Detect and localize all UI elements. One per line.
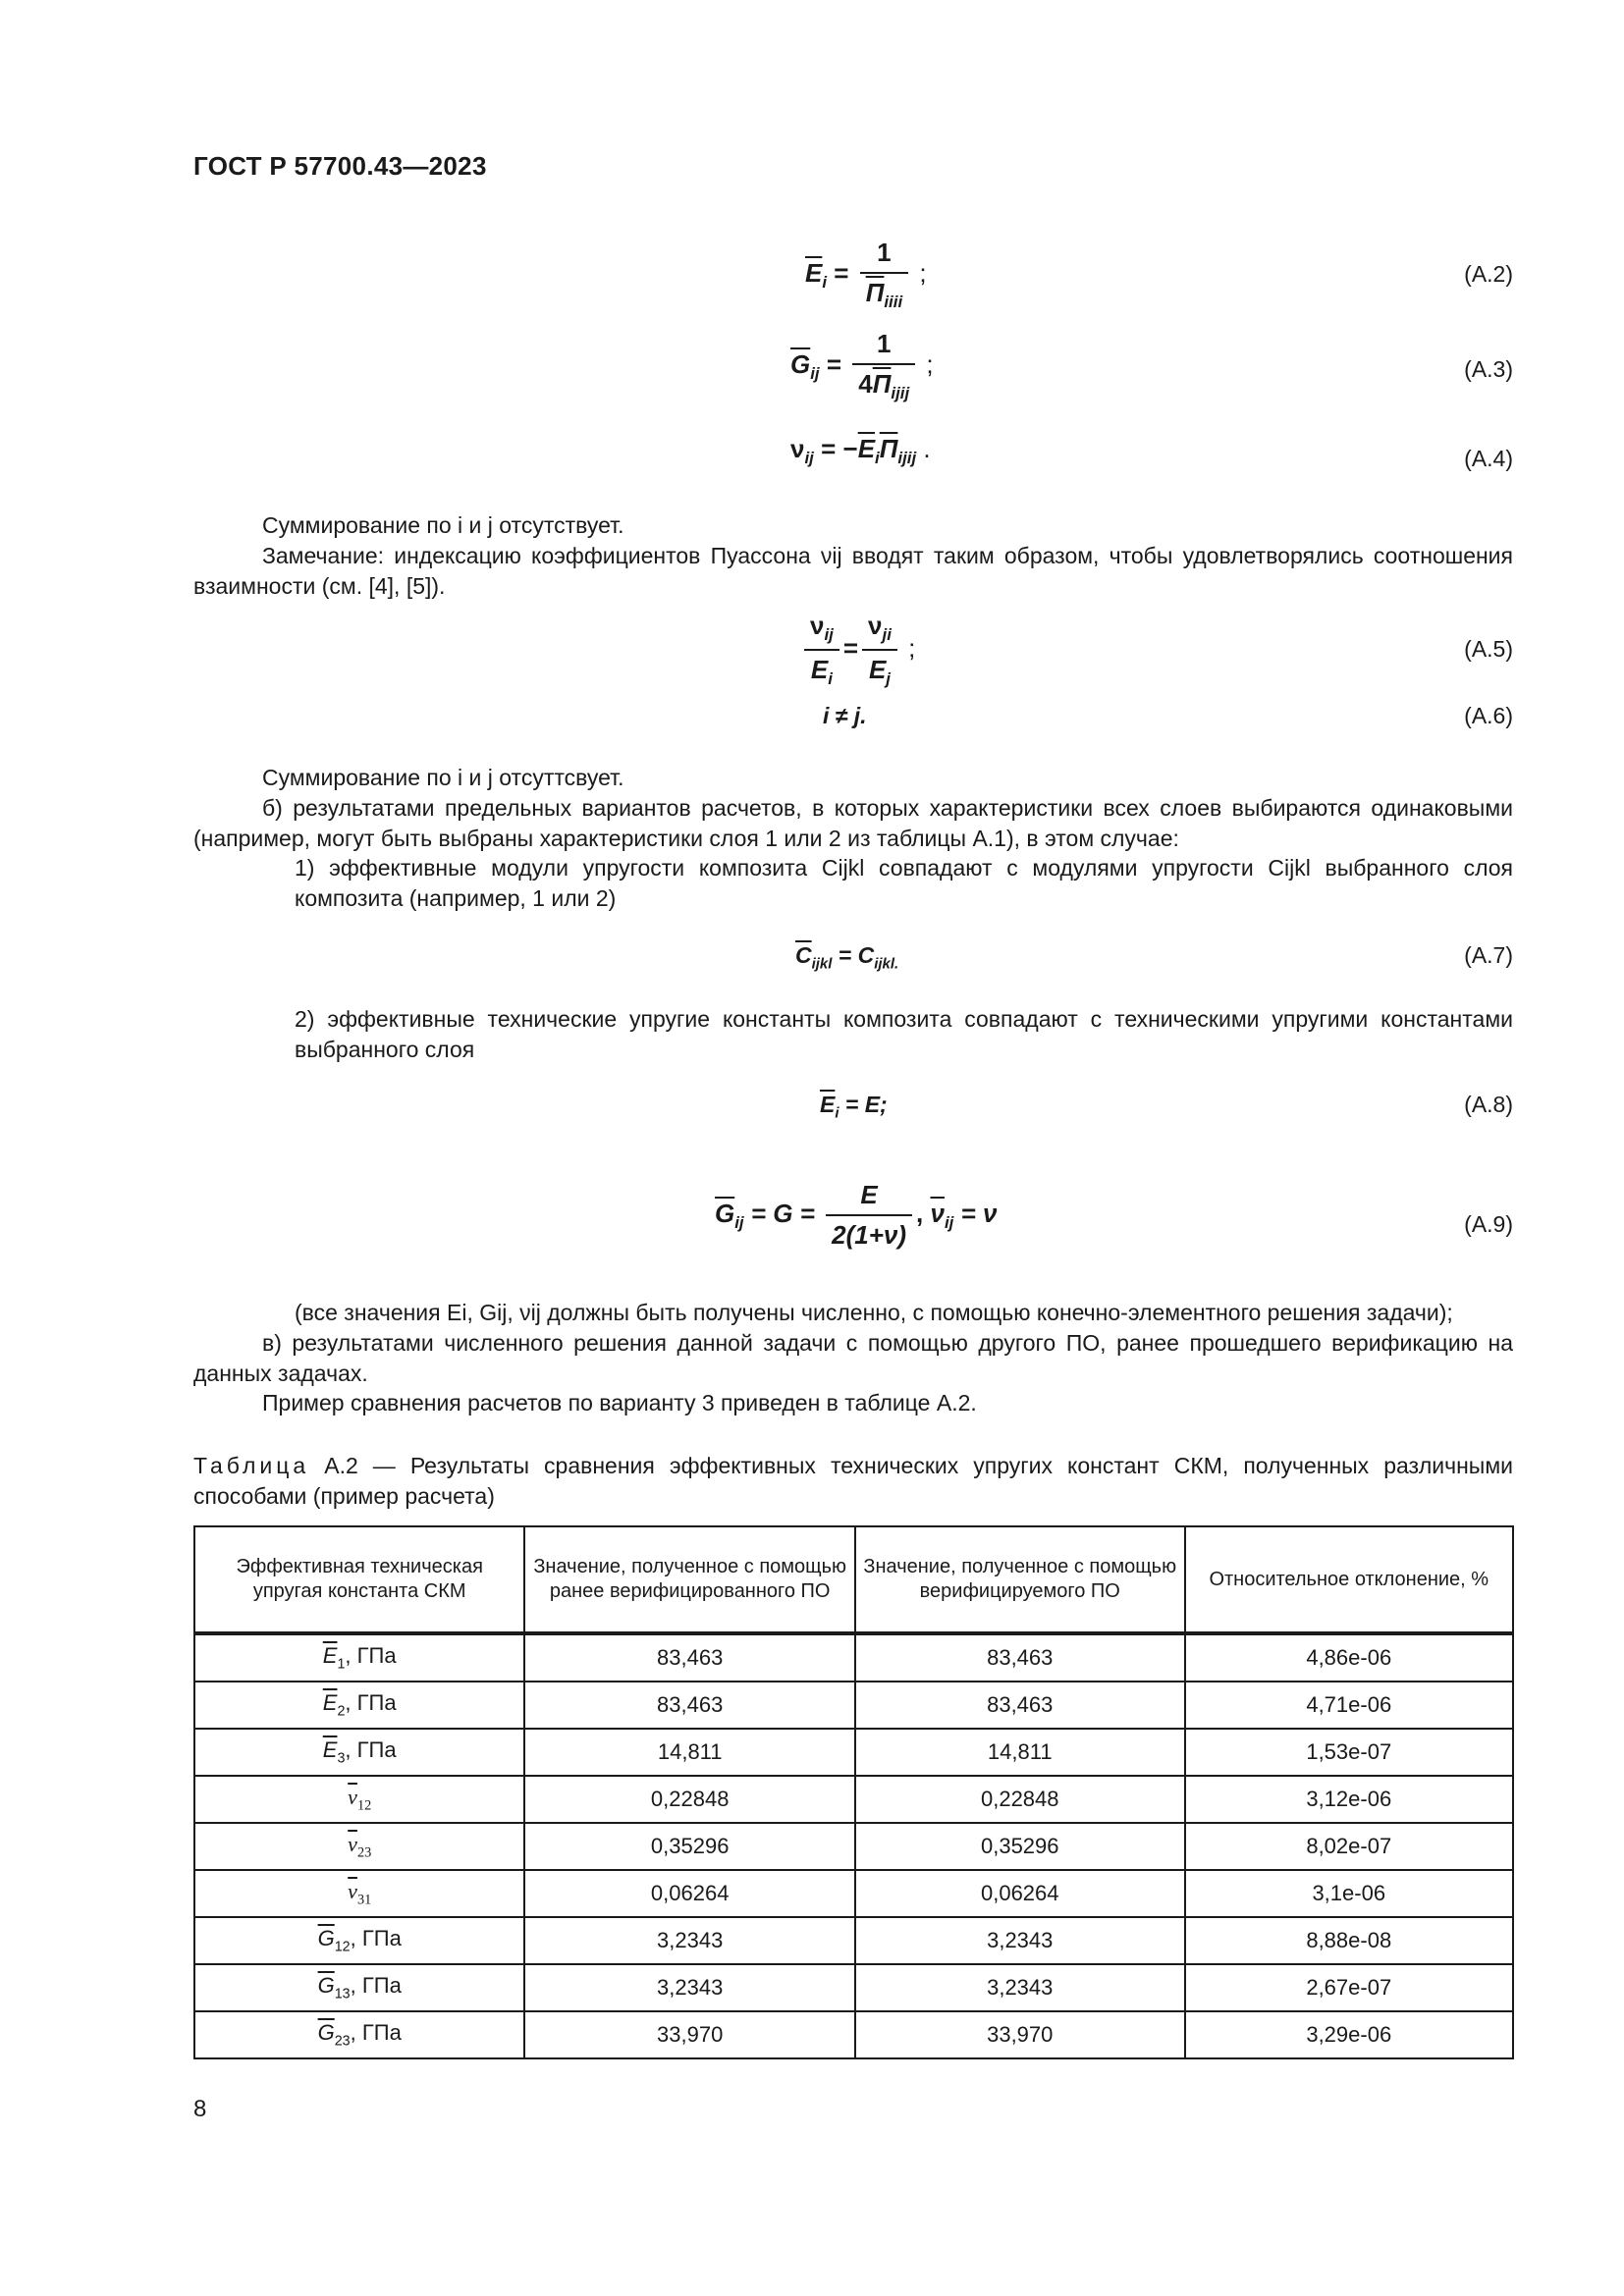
deviation-cell: 3,12e-06 — [1185, 1776, 1513, 1823]
formula-number: (A.2) — [1464, 261, 1513, 287]
table-caption: Таблица А.2 — Результаты сравнения эффективных технических упругих констант СКМ, полученных различными способами (пример расчета) — [193, 1453, 1513, 1510]
document-header: ГОСТ Р 57700.43—2023 — [193, 151, 487, 181]
formula-a5: $\frac{\nu_{ij}}{E_i}$ = $\frac{\nu_{ji}}{E_j}$ ; (A.5) — [0, 609, 1624, 677]
paragraph: б) результатами предельных вариантов расчетов, в которых характеристики всех слоев выбираются одинаковыми (например, могут быть выбраны характеристики слоя 1 или 2 из таблицы А.1), в этом случае: — [193, 795, 1513, 852]
value-cell: 33,970 — [855, 2011, 1185, 2058]
value-cell: 0,35296 — [524, 1823, 855, 1870]
formula-a3: $\overline{G}_{ij}$ = $\frac{1}{4\overline{\Pi}_{ijij}}$ ; (A.3) — [790, 329, 1513, 403]
formula-a9: $\overline{G}_{ij} = G$ = $\frac{E}{2(1+\nu)}$ , $\overline{\nu}_{ij} = \nu$ (A.9) — [715, 1180, 1513, 1251]
formula-a7: $\overline{C}_{ijkl} = C_{ijkl.}$ (A.7) — [795, 942, 1513, 973]
paragraph: в) результатами численного решения данной задачи с помощью другого ПО, ранее прошедшего верификацию на данных задачах. — [193, 1330, 1513, 1387]
results-table — [193, 1525, 1514, 2059]
constant-cell — [194, 1776, 524, 1823]
constant-cell — [194, 1917, 524, 1964]
table-row — [194, 2011, 1513, 2058]
column-header: Эффективная техническая упругая константа СКМ — [194, 1526, 524, 1633]
constant-cell — [194, 1729, 524, 1776]
constant-symbol: $\overline{G}$ — [317, 1973, 335, 1999]
constant-symbol: $\overline{\nu}$ — [348, 1832, 357, 1857]
paragraph: (все значения Ei, Gij, νij должны быть получены численно, с помощью конечно-элементного решения задачи); — [295, 1300, 1453, 1325]
table-row — [194, 1682, 1513, 1729]
constant-subscript: 12 — [334, 1939, 351, 1955]
deviation-cell: 4,71e-06 — [1185, 1682, 1513, 1729]
constant-subscript: 13 — [334, 1986, 351, 2002]
constant-unit: , ГПа — [350, 2020, 402, 2046]
constant-cell — [194, 1823, 524, 1870]
constant-cell — [194, 1870, 524, 1917]
deviation-cell: 3,1e-06 — [1185, 1870, 1513, 1917]
constant-subscript: 23 — [334, 2033, 351, 2050]
paragraph: Пример сравнения расчетов по варианту 3 приведен в таблице А.2. — [262, 1390, 977, 1415]
constant-unit: , ГПа — [345, 1737, 397, 1763]
constant-symbol: $\overline{E}$ — [322, 1737, 338, 1763]
table-row — [194, 1917, 1513, 1964]
table-row — [194, 1633, 1513, 1682]
formula-a2: $\overline{E}_i$ = $\frac{1}{\overline{\Pi}_{iiii}}$ ; (A.2) — [805, 238, 1513, 312]
value-cell: 14,811 — [855, 1729, 1185, 1776]
constant-symbol: $\overline{G}$ — [317, 2020, 335, 2046]
table-row — [194, 1729, 1513, 1776]
table-header-row — [194, 1526, 1513, 1633]
table-row — [194, 1823, 1513, 1870]
paragraph: 2) эффективные технические упругие константы композита совпадают с техническими упругими константами выбранного слоя — [295, 1006, 1513, 1063]
table-row — [194, 1964, 1513, 2011]
constant-unit: , ГПа — [345, 1643, 397, 1669]
constant-cell — [194, 2011, 524, 2058]
formula-number: (A.7) — [1464, 942, 1513, 968]
column-header: Значение, полученное с помощью верифицируемого ПО — [855, 1526, 1185, 1633]
formula-number: (A.9) — [1464, 1211, 1513, 1237]
constant-cell — [194, 1682, 524, 1729]
formula-a4: $\nu_{ij} = -\overline{E}_i\overline{\Pi}_{ijij}$ . (A.4) — [0, 432, 1624, 501]
table-body — [194, 1633, 1513, 2058]
deviation-cell: 1,53e-07 — [1185, 1729, 1513, 1776]
value-cell: 83,463 — [524, 1682, 855, 1729]
formula-number: (A.3) — [1464, 356, 1513, 382]
formula-a8: $\overline{E}_i = E$; (A.8) — [820, 1092, 1513, 1122]
constant-symbol: $\overline{\nu}$ — [348, 1785, 357, 1810]
constant-subscript: 31 — [356, 1892, 372, 1908]
constant-symbol: $\overline{G}$ — [317, 1926, 335, 1951]
constant-cell — [194, 1964, 524, 2011]
constant-subscript: 1 — [337, 1656, 346, 1673]
value-cell: 3,2343 — [524, 1964, 855, 2011]
value-cell: 0,06264 — [855, 1870, 1185, 1917]
value-cell: 0,22848 — [855, 1776, 1185, 1823]
constant-unit: , ГПа — [350, 1926, 402, 1951]
constant-subscript: 3 — [337, 1750, 346, 1767]
paragraph: Замечание: индексацию коэффициентов Пуассона νij вводят таким образом, чтобы удовлетворялись соотношения взаимности (см. [4], [5]). — [193, 543, 1513, 600]
value-cell: 0,35296 — [855, 1823, 1185, 1870]
value-cell: 83,463 — [855, 1682, 1185, 1729]
value-cell: 0,22848 — [524, 1776, 855, 1823]
value-cell: 0,06264 — [524, 1870, 855, 1917]
page-number: 8 — [193, 2096, 207, 2122]
deviation-cell: 3,29e-06 — [1185, 2011, 1513, 2058]
deviation-cell: 8,02e-07 — [1185, 1823, 1513, 1870]
constant-symbol: $\overline{\nu}$ — [348, 1879, 357, 1904]
value-cell: 3,2343 — [524, 1917, 855, 1964]
constant-subscript: 12 — [356, 1797, 372, 1814]
value-cell: 3,2343 — [855, 1964, 1185, 2011]
paragraph: Суммирование по i и j отсутствует. — [262, 512, 624, 538]
value-cell: 3,2343 — [855, 1917, 1185, 1964]
constant-subscript: 23 — [356, 1844, 372, 1861]
constant-subscript: 2 — [337, 1703, 346, 1720]
paragraph: 1) эффективные модули упругости композита Cijkl совпадают с модулями упругости Cijkl выбранного слоя композита (например, 1 или 2) — [295, 855, 1513, 912]
constant-symbol: $\overline{E}$ — [322, 1690, 338, 1716]
deviation-cell: 2,67e-07 — [1185, 1964, 1513, 2011]
paragraph: Суммирование по i и j отсуттсвует. — [262, 765, 624, 790]
constant-cell — [194, 1633, 524, 1682]
value-cell: 14,811 — [524, 1729, 855, 1776]
column-header: Относительное отклонение, % — [1185, 1526, 1513, 1633]
value-cell: 83,463 — [855, 1633, 1185, 1682]
table-row — [194, 1870, 1513, 1917]
formula-number: (A.5) — [1464, 636, 1513, 662]
value-cell: 83,463 — [524, 1633, 855, 1682]
constant-unit: , ГПа — [345, 1690, 397, 1716]
formula-number: (A.8) — [1464, 1092, 1513, 1117]
formula-a6: i ≠ j. (A.6) — [0, 701, 1624, 770]
deviation-cell: 4,86e-06 — [1185, 1633, 1513, 1682]
deviation-cell: 8,88e-08 — [1185, 1917, 1513, 1964]
value-cell: 33,970 — [524, 2011, 855, 2058]
column-header: Значение, полученное с помощью ранее верифицированного ПО — [524, 1526, 855, 1633]
constant-symbol: $\overline{E}$ — [322, 1643, 338, 1669]
formula-number: (A.4) — [1464, 446, 1513, 471]
formula-number: (A.6) — [1464, 703, 1513, 728]
constant-unit: , ГПа — [350, 1973, 402, 1999]
table-row — [194, 1776, 1513, 1823]
